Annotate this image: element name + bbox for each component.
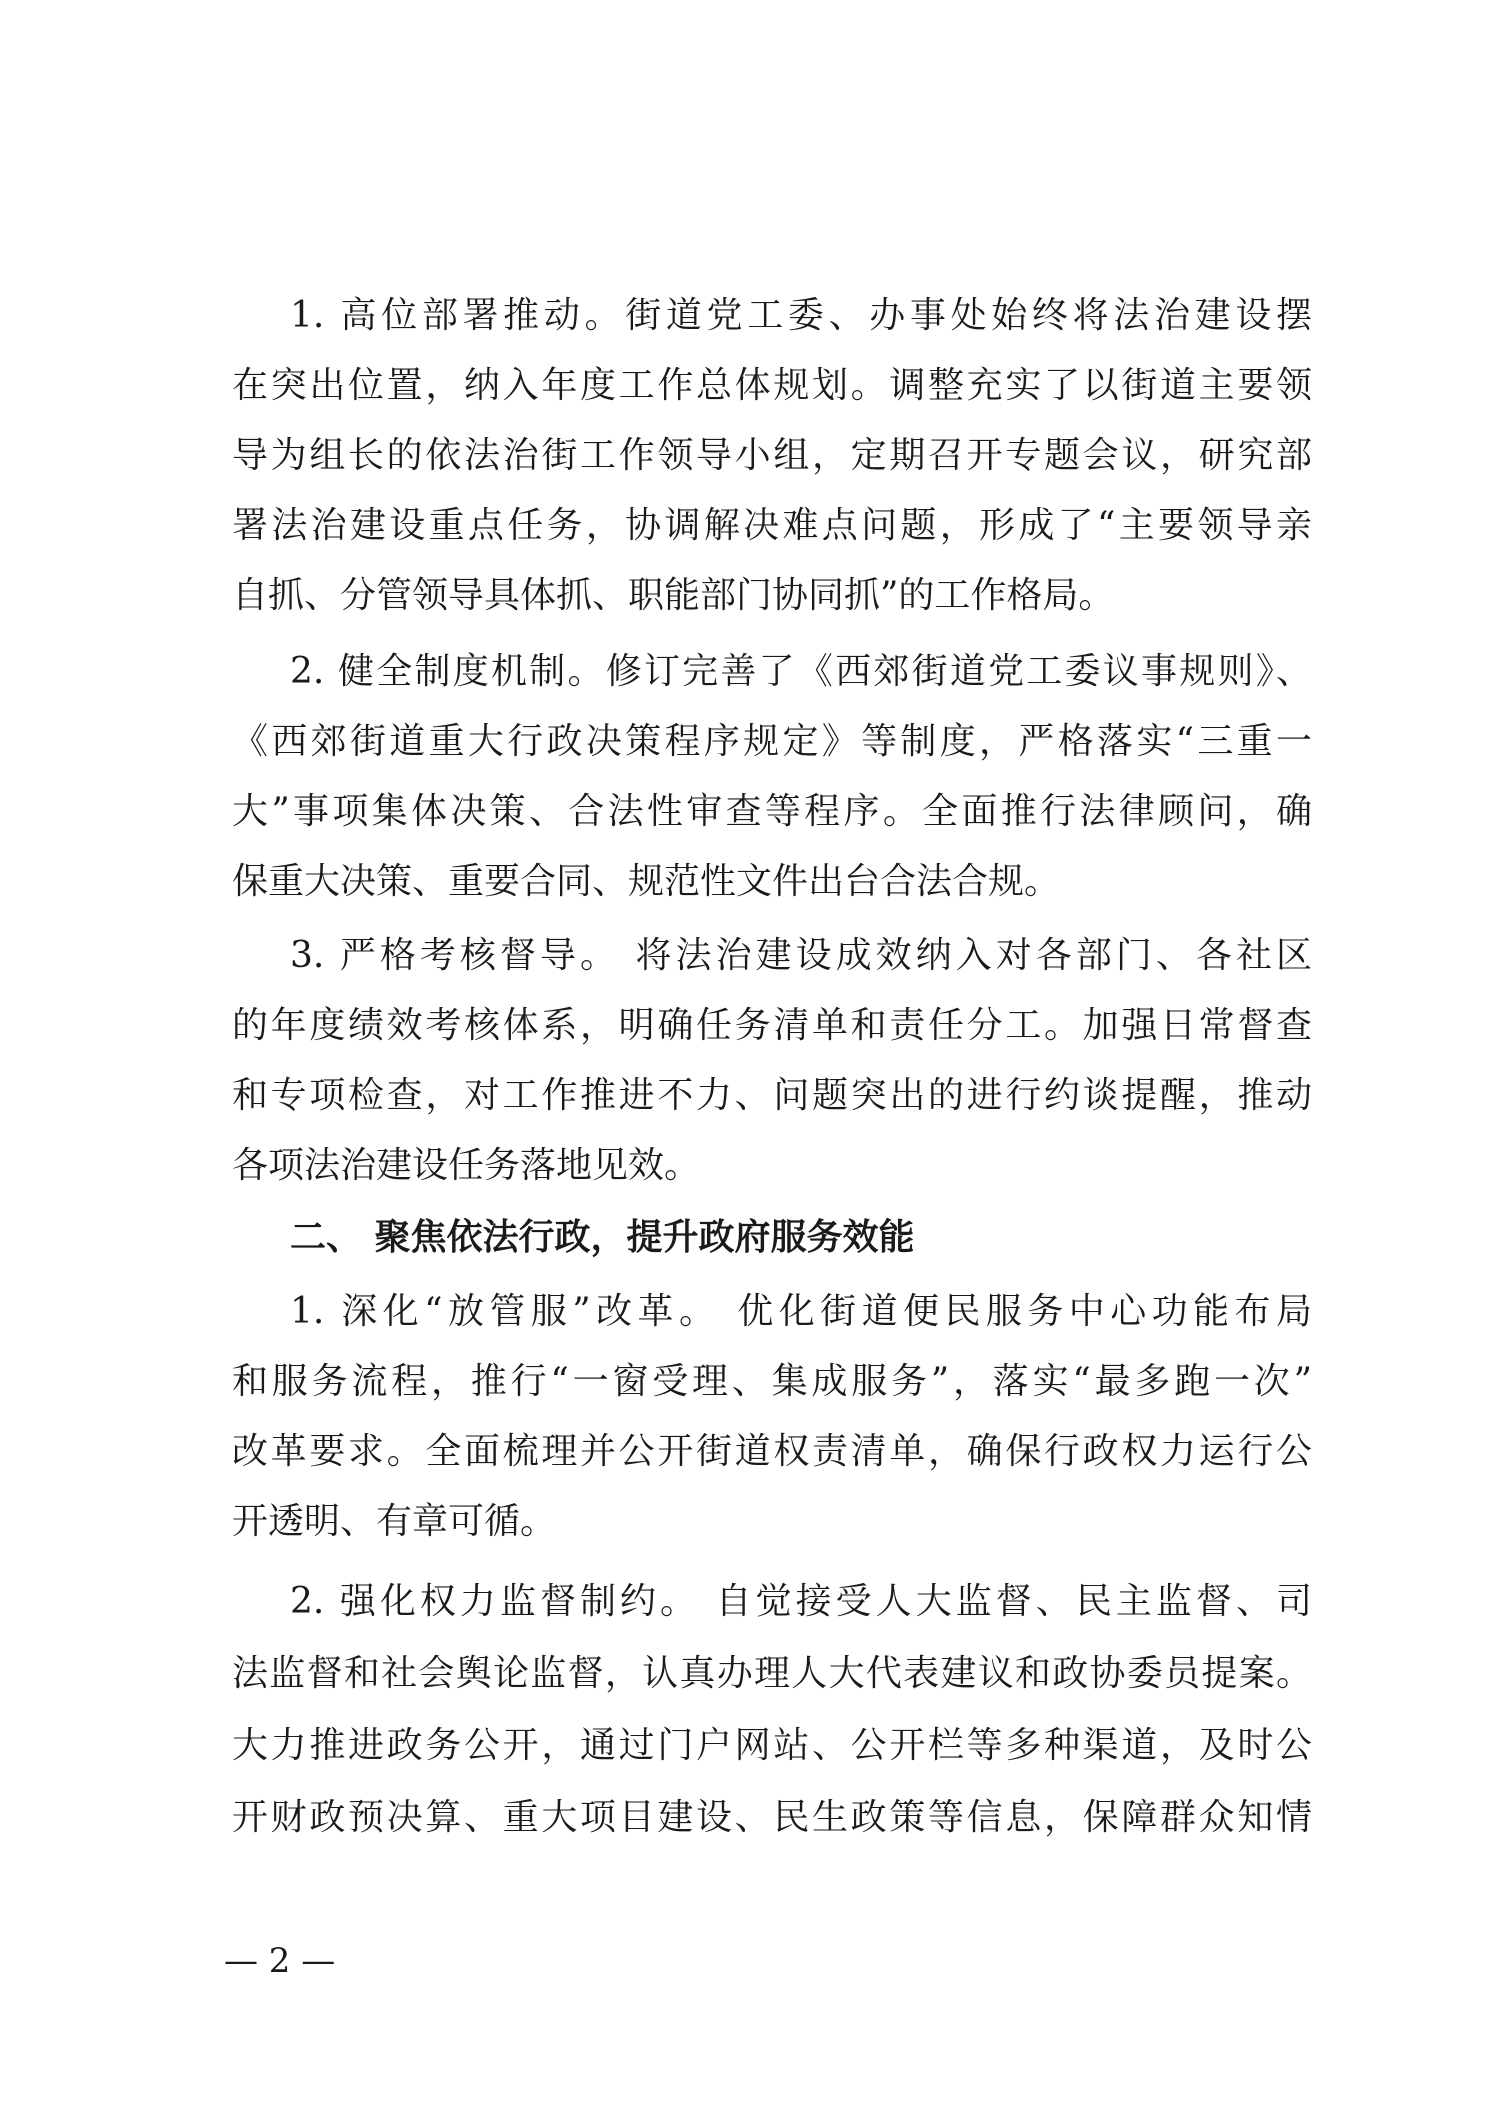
paragraph-3-line-2: 的年度绩效考核体系，明确任务清单和责任分工。加强日常督查 [232, 1005, 1312, 1046]
paragraph-5-line-1: 2. 强化权力监督制约。 自觉接受人大监督、民主监督、司 [290, 1581, 1312, 1622]
section-heading: 二、 聚焦依法行政，提升政府服务效能 [290, 1217, 915, 1258]
paragraph-1-line-2: 在突出位置，纳入年度工作总体规划。调整充实了以街道主要领 [232, 365, 1312, 406]
paragraph-4-line-3: 改革要求。全面梳理并公开街道权责清单，确保行政权力运行公 [232, 1431, 1312, 1472]
paragraph-1-line-3: 导为组长的依法治街工作领导小组，定期召开专题会议，研究部 [232, 435, 1312, 476]
paragraph-4-line-4: 开透明、有章可循。 [232, 1501, 557, 1542]
paragraph-3-line-4: 各项法治建设任务落地见效。 [232, 1145, 701, 1186]
paragraph-2-line-4: 保重大决策、重要合同、规范性文件出台合法合规。 [232, 861, 1061, 902]
paragraph-5-line-2: 法监督和社会舆论监督，认真办理人大代表建议和政协委员提案。 [232, 1653, 1312, 1694]
paragraph-2-line-1: 2. 健全制度机制。修订完善了《西郊街道党工委议事规则》、 [290, 651, 1312, 692]
paragraph-5-line-4: 开财政预决算、重大项目建设、民生政策等信息，保障群众知情 [232, 1797, 1312, 1838]
page-number: — 2 — [224, 1941, 336, 1981]
paragraph-3-line-3: 和专项检查，对工作推进不力、问题突出的进行约谈提醒，推动 [232, 1075, 1312, 1116]
paragraph-4-line-1: 1. 深化“放管服”改革。 优化街道便民服务中心功能布局 [290, 1291, 1312, 1332]
paragraph-4-line-2: 和服务流程，推行“一窗受理、集成服务”，落实“最多跑一次” [232, 1361, 1312, 1402]
paragraph-1-line-4: 署法治建设重点任务，协调解决难点问题，形成了“主要领导亲 [232, 505, 1312, 546]
paragraph-1-line-1: 1. 高位部署推动。街道党工委、办事处始终将法治建设摆 [290, 295, 1312, 336]
paragraph-3-line-1: 3. 严格考核督导。 将法治建设成效纳入对各部门、各社区 [290, 935, 1312, 976]
paragraph-5-line-3: 大力推进政务公开，通过门户网站、公开栏等多种渠道，及时公 [232, 1725, 1312, 1766]
paragraph-1-line-5: 自抓、分管领导具体抓、职能部门协同抓”的工作格局。 [232, 575, 1115, 616]
paragraph-2-line-3: 大”事项集体决策、合法性审查等程序。全面推行法律顾问，确 [232, 791, 1312, 832]
paragraph-2-line-2: 《西郊街道重大行政决策程序规定》等制度，严格落实“三重一 [232, 721, 1312, 762]
